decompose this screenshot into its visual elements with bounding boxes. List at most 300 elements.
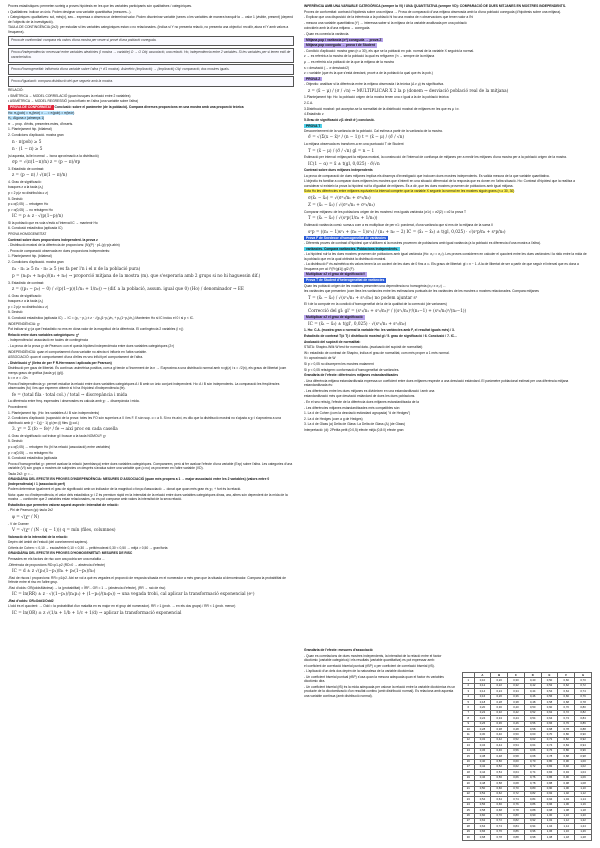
table-cell: 0,38 [508,700,525,705]
table-cell: 12 [463,737,475,742]
table-cell: 0,68 [541,727,558,732]
text-line: Interpretació: (d): 2Petita petit (0:0,5) efecte mitjà (0,8:0) efecte gran [304,427,404,432]
table-cell: 6 [463,705,475,710]
table-cell: 0,34 [491,716,508,721]
text-line: 1. Plantejament hip. (bilateral) [8,127,52,132]
text-line: Avaluació del supòsit de normalitat: [304,339,361,344]
table-cell: 0,94 [524,824,541,829]
formula: n · (1 − π) ≥ 5 [12,146,43,152]
text-line: 6. Conclusió estadística (aplicada [8,456,58,461]
table-cell: 0,62 [474,818,491,823]
table-cell: 1,28 [575,835,592,840]
table-cell: 0,72 [491,818,508,823]
table-cell: 0,16 [474,694,491,699]
text-line: variàncies. Compara variàncies. Poblacions independents. [306,246,398,251]
section-heading: PROVA T [306,123,321,128]
text-line: Comparar mitjanes: de les poblacions origen de les mostres i ens iguals variància (σ1²) = σ2(2) = σ2 la prova T [304,209,466,214]
table-cell: 0,62 [541,710,558,715]
table-cell: 0,94 [558,770,575,775]
table-cell: 20 [463,781,475,786]
table-cell: 0,56 [491,775,508,780]
table-cell: 0,72 [575,683,592,688]
text-line: p ≤ α(0,05) → rebutgem Ho [8,202,49,207]
text-line: - V de Cramer [8,521,29,526]
table-cell: 0,82 [524,791,541,796]
table-cell: 0,52 [541,683,558,688]
table-cell: 0,78 [491,835,508,840]
table-cell: 0,70 [541,732,558,737]
text-line: busques z a la taula (z₁) [8,299,44,304]
text-line: Sota Ho les diferències entre mitjanes equivalen la interval comprén que la variable X segueix la normal en les mostres siguin grans (n ≥ 30, 30) [304,189,515,194]
table-cell: 0,14 [474,689,491,694]
formula: IC = (x̄₁ − x̄₂) ± t(gl', 0,025) · √(s²₁/n₁ + s²₂/n₂) [308,320,407,326]
text-line: STATA: Shapiro-Wilk W test for normal data. (avaluació del supòsit de normalitat) [304,345,423,350]
formula: σ(x̄₁ − x̄₂) = √(σ²₁/n₁ + σ²₂/n₂) [308,194,371,200]
table-cell: 0,50 [541,678,558,683]
table-cell: 0,52 [524,710,541,715]
table-cell: 0,96 [524,829,541,834]
text-line: RELACIÓ: [8,88,24,93]
table-cell: 0,28 [474,727,491,732]
table-cell: 1,04 [558,797,575,802]
table-cell: 1,16 [575,802,592,807]
text-line: H₁: Alguna ≠ (almenys 1) [8,116,45,121]
table-cell: 0,64 [508,770,525,775]
table-cell: 0,52 [474,791,491,796]
table-cell: 0,76 [524,775,541,780]
table-cell: 2 [463,683,475,688]
text-line: Mitjana pop i variància (σ²) coneguda → prova Z [306,37,382,42]
table-cell: 0,60 [541,705,558,710]
table-cell: 0,48 [474,781,491,786]
text-line: 3. La d de Glass (a) Delta de Glass: La Delta de Glass (Δ) (de Glass) [304,422,405,427]
text-line: 1. Plantejament hip. (bilateral) [8,254,52,259]
table-cell: 1 [463,678,475,683]
text-line: Si p < 0,05 rebutgem: conformació d'homogeneïtat de variàncies. [304,367,400,372]
text-line: - Quan es conexia la variància. [304,31,350,36]
text-line: 6. Conclusió estadística (aplicada IC) [8,226,63,231]
text-line: - mesura una variable quantitativa (Y) → interessa saber si la mitjana de la variable analitzada per una població [304,20,467,25]
table-cell: 0,88 [575,727,592,732]
table-cell: 0,82 [508,818,525,823]
table-cell: 0,92 [575,737,592,742]
table-cell: 0,94 [575,743,592,748]
table-cell: 0,74 [558,716,575,721]
formula: T = (x̄₁ − x̄₂) / √(s²p(1/n₁ + 1/n₂)) [308,215,378,221]
table-cell: 0,42 [508,710,525,715]
text-line: V= aproximació de W [304,356,336,361]
table-cell: 0,20 [491,678,508,683]
table-cell: 0,70 [491,813,508,818]
formula: n₁ · π₁ ≥ 5 n₂ · π₂ ≥ 5 (es fa per l'n i el π de la població pura) [12,265,141,271]
text-line: - Objectiu: analitzar si la diferència entre la mitjana observada i la teòrica (Δ ≠ μ) és significativa. [304,82,445,87]
text-line: Proves estadístiques: permeten sorteig a proves hipòtesis en les que les variables participants són qualitatives / categòriques. [8,4,192,8]
formula: 3. χ² = Σ (fo − fe)² / fe → així proc en cada casella [12,426,118,432]
table-cell: 0,74 [541,743,558,748]
text-line: 5. Decisió [8,196,23,201]
text-line: el coeficient de correlació biserial puntual (rBP) o per coeficient de correlació biserial (rB). [304,663,435,668]
table-cell: 0,62 [508,764,525,769]
table-cell: 0,76 [491,829,508,834]
text-line: - La distribució F és asimètrica els valors tenen la un cocient de les dues de 0 fins a ∞. Els graus de llibertat: gl = n − 1. A la de llibertat de ser a partir de que seguir el interval que es dona a l'esquerra per al: F(Fr(gl1)) gl2 (F). [304,262,579,271]
table-cell: 0,94 [541,797,558,802]
text-line: Distribució per gaus de llibertat. És contínua: asimètrica positiva, com a gl tende a l'increment de la n → S'aproxima a una distribució normal amb n=gl(z) i s = √2(n), els graus de llibertat (com menys graus de gràfica (taula χ²) (gl)). [8,366,287,375]
table-cell: 29 [463,829,475,834]
text-line: W= estadístic de contrast de Shapiro, indica el grau de normalitat, com més proper a 1 més normal. [304,350,450,355]
text-line: Contrast sobre dues proporcions independent. la prova z [8,237,98,242]
table-cell: 1,16 [558,829,575,834]
text-line: Depèn del àmbit de l'estudi (del coneixement sapiens). [8,540,88,545]
text-line: 5. Decisió [8,310,23,315]
text-line: - Condició d'aplicació: mostra gran (n ≥ 30), els que se la població en pob. normal de la variable X seguirà la normal. [304,48,474,53]
table-cell: 0,76 [508,802,525,807]
text-line: Estimació per interval: mitjançant la mitjana mostral, la construcció de l'interval de confiança de mitjanes per a medir les mitjanes d'una mostra per a la població origen de la mostra. [304,155,567,159]
text-line: Grandària de l'efecte: diferències mitjanes estandarditzades [304,373,399,378]
formula: z = (p − π) / √(π(1 − π)/n) [12,172,67,178]
table-cell: 1,08 [541,835,558,840]
table-cell: 0,96 [558,775,575,780]
table-cell: 5 [463,700,475,705]
text-line: 1. Plantejament hip. (Ho: les variables A i B són independents) [8,410,100,415]
table-cell: 0,60 [524,732,541,737]
formula: IC = p ± z · √(p(1−p)/n) [12,213,63,219]
text-line: Procediment: [8,405,28,410]
table-cell: 0,44 [474,770,491,775]
table-cell: 0,68 [491,808,508,813]
text-line: - Diferents proves de contrast d'hipòtesi que s'utilitzen si la mostres provenen de poblacions amb igual variància (a la població es diferencia d'una mostra a l'altra). [304,241,541,246]
table-cell: 14 [463,748,475,753]
text-line: Multiplicar x2 el grau de significació!! [306,272,365,277]
table-cell: 7 [463,710,475,715]
table-cell: 0,72 [541,737,558,742]
text-line: GRANDÀRIA DEL EFECTE EN PROVES D'INDEPENDÈNCIA: MESURES D'ASSOCIACIÓ (quan més propera a 1 → major associació entre les 2 variables) (valors entre 0 (independència) i 1 (associació perf) [8,477,270,486]
table-cell: 28 [463,824,475,829]
table-cell: 15 [463,754,475,759]
table-cell: 0,40 [491,732,508,737]
table-cell: 21 [463,786,475,791]
table-cell: 0,40 [474,759,491,764]
text-line: Taula 2x2: χ² = ... [8,471,34,476]
table-cell: 0,66 [491,802,508,807]
formula: IC = ln(OR) ± z √(1/a + 1/b + 1/c + 1/d) → aplicar la transformació exponencial [12,610,182,616]
text-line: Contrast sobre dues mitjanes independents [304,168,373,173]
text-line: - L'aplicació d'un dels dos depèn de la naturalesa de la variable dicotòmica: [304,669,415,674]
formula: IC = ln(RR) ± z · √((1−p₁)/(n₁p₁) + (1−p₂)/(n₂p₂)) → una vegada trobi, cal aplicar la transformació exponencial (eˣ) [12,591,255,597]
table-cell: 0,74 [491,824,508,829]
table-cell: 10 [463,727,475,732]
table-header-cell: G [575,673,592,678]
text-line: s = desviació (→ σ desviació2) [304,65,350,70]
table-cell: 0,22 [491,683,508,688]
formula: T = (x̄ − μ) / (σ̂ / √n) gl = n − 1 [308,147,375,153]
text-line: Estadístics que permeten valorar aquest aspecte: intensitat de relació: [8,502,119,507]
table-cell: 0,76 [575,694,592,699]
text-line: 3.Distribució mostral: pot acceptar-se la normalitat de la distribució mostral de mitjanes en les que es μ i σ. [304,106,460,111]
table-cell: 0,66 [474,829,491,834]
table-cell: 13 [463,743,475,748]
text-line: p = 2 p(z no distribuïda ≥ z) [8,190,49,195]
formula: z = ((p₁ − p₂) − 0) / √(p(1−p)(1/n₁ + 1/n₂)) → (dif. a la població, assum. igual que 0) (Ho) / denominador → EE [12,286,244,292]
table-cell: 0,42 [524,683,541,688]
text-line: PROVA HOMOGENEÏTAT [8,231,47,236]
text-line: Ho: π₁(pob) = π₁(teòr) = ... = π(pob) = π(teòr) [8,110,75,115]
text-line: Pot indicar si χ² ja que l'estadístic no ens en dóna valor de la magnitud de la diferència. El contingència 2 variables (i x j) [8,327,184,332]
table-cell: 1,04 [575,770,592,775]
text-line: La mitjana observada es transform-a en una puntuació T de Student [304,141,404,146]
table-cell: 0,68 [508,781,525,786]
table-cell: 0,54 [541,689,558,694]
text-line: L'odd és el quocient: → Odd = la probabilitat d'un malaltia en es major en el grup del numerador). RR > 1 (prob. → en els dos grups) / RR < 1 (prob. menor) [8,604,236,609]
table-cell: 0,44 [508,716,525,721]
text-line: 5. Decisió [8,439,23,444]
text-line: 1.Plantejament hip: Ho: la població origen de la mostra tenen una ≠ igual a la de la població teòrica [304,95,449,100]
text-line: - Independència i associació en taules de contingència [8,338,88,343]
section-heading: Prova T de Student d'heterogeneïtat de variàncies [306,278,385,283]
table-cell: 0,56 [508,748,525,753]
table-cell: 3 [463,689,475,694]
table-cell: 16 [463,759,475,764]
table-row [463,835,592,840]
table-cell: 0,44 [491,743,508,748]
table-cell: 1,12 [575,791,592,796]
table-cell: 0,80 [524,786,541,791]
table-cell: 0,30 [474,732,491,737]
text-line: • Qualitatives: indicar un únic. Poden designar una variable quantitativa (mesures...). [8,9,132,14]
table-cell: 0,58 [541,700,558,705]
text-line: El t de la compute en la condició d'homogeneïtat de la de la qualitat de la correcció (de varianzes) [304,302,447,307]
text-line: μ → es referirà a la població de la que la mitjana de la mostra [304,59,394,64]
table-cell: 27 [463,818,475,823]
table-cell: 0,46 [491,748,508,753]
formula: z = (x̄ − μ) / (σ / √n) → MULTIPLICAR X 2 la p (donem → desviació població real de la mitjana) [308,87,509,93]
table-cell: 0,66 [508,775,525,780]
text-line: - Distribució mostral de la diferència de proporcions: (N)(P) · p1-(p)·p(x-abin) [8,243,120,248]
text-line: ASSOCIACIÓ: quan el comportament d'una d'elles es veu influït pel comportament de l'altra. [8,355,144,360]
table-cell: 0,90 [558,759,575,764]
section-header [304,77,590,81]
text-line: k = n σ = √2n [8,376,28,381]
text-line: -Diferència de proporcions RD=p1-p2 (RD=0 → absència d'efecte) [8,562,106,567]
text-line: - Quan es correlacions de dues mostres independents, la intensitat de la relació entre el factor dicotòmic (variable categòrica) i els resultats (variable quantitativa) es pot expressar amb: [304,653,442,662]
text-line: Quan les població origen de les mostres presenten una dependència no homogènia (σ₁² ≠ σ₂²) ... [304,283,446,288]
table-cell: 0,32 [474,737,491,742]
bottom-section [304,648,592,838]
table-cell: 0,58 [524,727,541,732]
left-column [8,4,294,618]
table-cell: 0,74 [508,797,525,802]
table-cell: 0,78 [541,754,558,759]
table-cell: 1,12 [558,818,575,823]
table-cell: 22 [463,791,475,796]
table-cell: 0,54 [524,716,541,721]
table-cell: 0,88 [558,754,575,759]
table-cell: 0,76 [541,748,558,753]
table-cell: 0,90 [575,732,592,737]
table-cell: 0,84 [524,797,541,802]
table-cell: 0,18 [474,700,491,705]
formula: σ̂ = √(Σ(x − x̄)² / (n − 1)) t = (x̄ − μ) / (σ̂ / √n) [308,134,404,140]
table-cell: 0,82 [541,764,558,769]
table-cell: 0,78 [524,781,541,786]
table-cell: 0,88 [508,835,525,840]
text-line: -Raó de riscos / proporcions: RR= p1/p2. Aixi se vol a què es vegades el proporció de resposta situada en el numerador a més gran que la situada al denominador. Compara la probabilitat de l'efecte entre el risc en l'altre grup. [8,575,286,585]
text-line: - Explicar que una disposició de la inferència a la població hi ha una mostra de n observacions que tenen valor a l'hi [304,15,474,20]
table-cell: 0,98 [558,781,575,786]
table-cell: 0,88 [524,808,541,813]
text-line: estandardització més que desviació estàndard de dues les dues poblacions. [304,394,416,399]
table-cell: 0,86 [558,748,575,753]
text-line: INDEPENDÈNCIA: χ² [8,321,40,326]
table-cell: 0,86 [508,829,525,834]
table-cell: 1,00 [575,759,592,764]
table-cell: 0,92 [524,818,541,823]
text-line: z = variable (que és la que s'està desviant, prové a de la població la qual que és la pob.) [304,71,433,76]
text-line: p ≤ α(0,05) → rebutgem Ho (hi ha relació (associació) entre variables) [8,444,111,449]
formula: fe = (total fila · total col.) / total → discrepància i mida [12,391,128,397]
formula: IC(1 − α) = x̄ ± t(gl, 0,025) · σ̂/√n [308,160,380,166]
table-cell: 26 [463,813,475,818]
table-cell: 0,30 [491,705,508,710]
table-cell: 0,64 [558,689,575,694]
reference-table [462,672,592,841]
table-cell: 1,26 [575,829,592,834]
table-cell: 0,82 [558,737,575,742]
table-cell: 0,66 [524,748,541,753]
text-line: - Les diferències mitjanes estandarditzades més compatibles són: [304,405,401,410]
table-cell: 0,62 [491,791,508,796]
table-header-cell: A [474,673,491,678]
table-cell: 0,48 [508,727,525,732]
text-line: Estadístic de contrast T(ó T) i distribució mostral gl / 5. grau de significació / 6. Conclusió / 7. IC... [304,334,457,339]
table-cell: 0,92 [558,764,575,769]
table-cell: 0,70 [524,759,541,764]
table-cell: 0,70 [508,786,525,791]
table-cell: 0,68 [524,754,541,759]
table-cell: 23 [463,797,475,802]
text-line: 4.Estadístic z [304,112,324,117]
table-cell: 24 [463,802,475,807]
text-line: - Distribució χ² (lletra de per F R-Herrmann i aplicada per Pearson) [8,360,112,365]
table-cell: 0,10 [474,678,491,683]
text-line: INFERÈNCIA AMB UNA VARIABLE CATEGÒRICA (sempre la VI) I UNA QUANTITATIVA (sempre VD): COMPARACIÓ DE DUES MITJANES EN MOSTRES INDEPENDENTS. [304,4,566,8]
text-line: Estimació variància comú: suma-s com a es multiplicar de per n1: ponderat, d'una variància que si ens de la mitjana de la suma ll [304,222,493,227]
table-cell: 0,72 [508,791,525,796]
text-line: p = 2 p(z no distribuïda ≥ z) [8,304,49,309]
table-cell: 0,12 [474,683,491,688]
formula: T = (x̄₁ − x̄₂) / √(s²₁/n₁ + s²₂/n₂) no podem ajuntar s² [308,294,418,300]
table-cell: 0,52 [491,764,508,769]
table-header-cell: C [508,673,525,678]
table-cell: 0,62 [558,683,575,688]
formula: φ = √(χ² / N) [12,514,39,520]
table-cell: 0,86 [541,775,558,780]
text-line: - La prova de la prova χ² de Pearson: con el queda hipòtesi independència entre dues variables categòriques (2×) [8,343,175,348]
text-line: • ASIMÈTRICA → MODEL REGRESSIÓ (una influeix en l'altra (una variable sobre l'altra) [8,99,139,104]
table-cell: 0,58 [491,781,508,786]
table-cell: 1,00 [558,786,575,791]
text-line: Si p > 0,05 no discrepem les mostres malament [304,362,374,366]
section-heading: PROVA DE CONFORMITAT [10,105,52,110]
text-line: 2. Condicions d'aplicació. mostra gran [8,132,64,137]
text-line: 3. Estadístic de contrast: [8,166,45,171]
table-cell: 0,64 [491,797,508,802]
table-cell: 0,66 [558,694,575,699]
table-cell: 1,06 [575,775,592,780]
table-cell: 0,52 [508,737,525,742]
text-line: Prova d'homogeneïtat χ²: permet avaluar la relació (semblança) entre dues variables categòriques. Compararem, però al fer avaluar l'efecte d'una variable (Exp) sobre l'altra. Les categories d'una variable (VI) són grups o mostres de subjectes on després s'avalua sobre una variable que (o no) va provenen en l'altre variable (VD). [8,461,293,471]
table-cell: 0,36 [508,694,525,699]
table-cell: 0,26 [491,694,508,699]
table-cell: 0,50 [474,786,491,791]
formula: V = √(χ² / (N · (q − 1))) q = mín (files, columnes) [12,527,116,533]
table-cell: 1,10 [575,786,592,791]
table-cell: 0,32 [508,683,525,688]
text-line: - Un coeficient biserial (rB) és la mida adequada per valorar la relació entre la variable dicotòmica és un producte de la dicotomització d'un resultat continu (amb distribució normal). Es relaciona amb aquesta una variable continua (amb distribució normal). [304,684,456,698]
text-line: 2. La d de Hedges (com a g de Hedges) [304,416,363,421]
text-line: Criteris de Cohen: < 0,10 → escàs/feble 0,10 < 0,30 → petit/moderat 0,30 < 0,50 → mitjà > 0,50 → gran/forta [8,545,168,550]
table-cell: 0,62 [524,737,541,742]
text-line: La diferència entre freq. esperades i observades es calcula amb χ² → discrepància i mida. [8,399,140,404]
text-line: coincideix amb la d'una mitjana → coneguda. [304,26,371,31]
table-cell: 0,56 [474,802,491,807]
table-cell: 0,70 [575,678,592,683]
table-cell: 17 [463,764,475,769]
table-cell: 0,36 [491,721,508,726]
table-cell: 0,78 [508,808,525,813]
formula: p = (n₁p₁ + n₂p₂)/(n₁ + n₂) → proporció mitjana de la mostra (m). que s'esperaria amb 2 grups si no hi haguessin dif.) [12,273,261,279]
text-line: - La hipòtesi nul·la les dues mostres provenen de poblacions amb igual variància (Ho: σ₁² = σ₂²). Les proves consideren en calculer el quocient entre les dues variàncies i la ràtio entre la mida de la població que en la qual obtindrà la distribució mostral. [304,252,587,261]
text-line: 2. Condicions d'aplicació. mostra gran [8,259,64,264]
table-cell: 1,04 [541,824,558,829]
table-cell: 0,42 [474,764,491,769]
table-cell: 0,84 [508,824,525,829]
table-header-cell: F [558,673,575,678]
formula: σp = √(π(1−π)/n) z = (p − π)/σp [12,159,81,165]
text-line: - Les diferències entre les dues mitjanes es divideixen en una estandardització i amb una [304,388,435,393]
definition-box: Prova de conformitat: compara els valors d'una mostra per veure si prové d'una població coneguda. [8,36,294,47]
text-line: - Un coeficient biserial puntual (rBP) s'usa quan la mesura adequada quan el factor és variables dicotòmic dira. [304,674,444,684]
definition-box: Prova d'homogeneïtat: influència d'una variable sobre l'altra (+ d'1 mostra). Asimètric (Implicació) → (Implicació) Obj: comparació, dos mostres iguals. [8,64,294,75]
section-header [8,105,294,109]
table-cell: 0,38 [491,727,508,732]
table-cell: 0,86 [575,721,592,726]
formula: s²p = ((n₁ − 1)s²₁ + (n₂ − 1)s²₂) / (n₁ + n₂ − 2) IC = (x̄₁ − x̄₂) ± t(gl, 0,025) · √(s²p/n₁ + s²p/n₂) [308,228,506,234]
table-cell: 0,98 [575,754,592,759]
table-header-cell: D [524,673,541,678]
table-cell: 0,96 [575,748,592,753]
table-cell: 1,02 [541,818,558,823]
text-line: Proves de conformitat: contrast d'hipòtesis sobre una mitjana → Prova de comparació d'una mitjana observada amb la d'una població coneguda (d'hipòtesis sobre una mitjana). [304,9,562,14]
text-line: 3. Estadístic de contrast: [8,280,45,285]
table-cell: 0,80 [558,732,575,737]
formula: Correcció del gl: gl' = (s²₁/n₁ + s²₂/n₂)² / ((s²₁/n₁)²/(n₁−1) + (s²₂/n₂)²/(n₂−1)) [308,307,467,313]
table-cell: 0,50 [524,705,541,710]
table-cell: 0,48 [491,754,508,759]
text-line: - Una diferència mitjana estandarditzada expressa un coeficient entre dues mitjanes respecte a una desviació estàndard. El paràmetre poblacional estimat per una diferència mitjana estandarditzada és: [304,378,569,388]
text-line: L'objectiu és familiar a comparar dues mitjanes les mostres que s'intenti en una situació diferencial de la resposta que es donen en l'altra situació. Ho: Contrast d'hipòtesi que la realitza a considerar si existeix la prova la hipòtesi nul·la d'igualtat de mitjanes. És a dir, que les dues mostres provenen de poblacions amb igual mitjana. [304,179,575,188]
table-cell: 0,46 [508,721,525,726]
table-cell: 0,56 [541,694,558,699]
table-cell: 0,50 [508,732,525,737]
table-cell: 30 [463,835,475,840]
table-cell: 0,64 [474,824,491,829]
section-subtitle: Conclusió: sobre el paràmetre (de la població). Compara diverses proporcions en una mostra amb una proporció teòrica [53,105,244,110]
section-heading: Prova F de Snedecor d'homogeneïtat de variàncies [306,236,386,241]
table-cell: 0,34 [508,689,525,694]
table-cell: 0,92 [541,791,558,796]
table-cell: 1,00 [541,813,558,818]
table-cell: 1,06 [558,802,575,807]
